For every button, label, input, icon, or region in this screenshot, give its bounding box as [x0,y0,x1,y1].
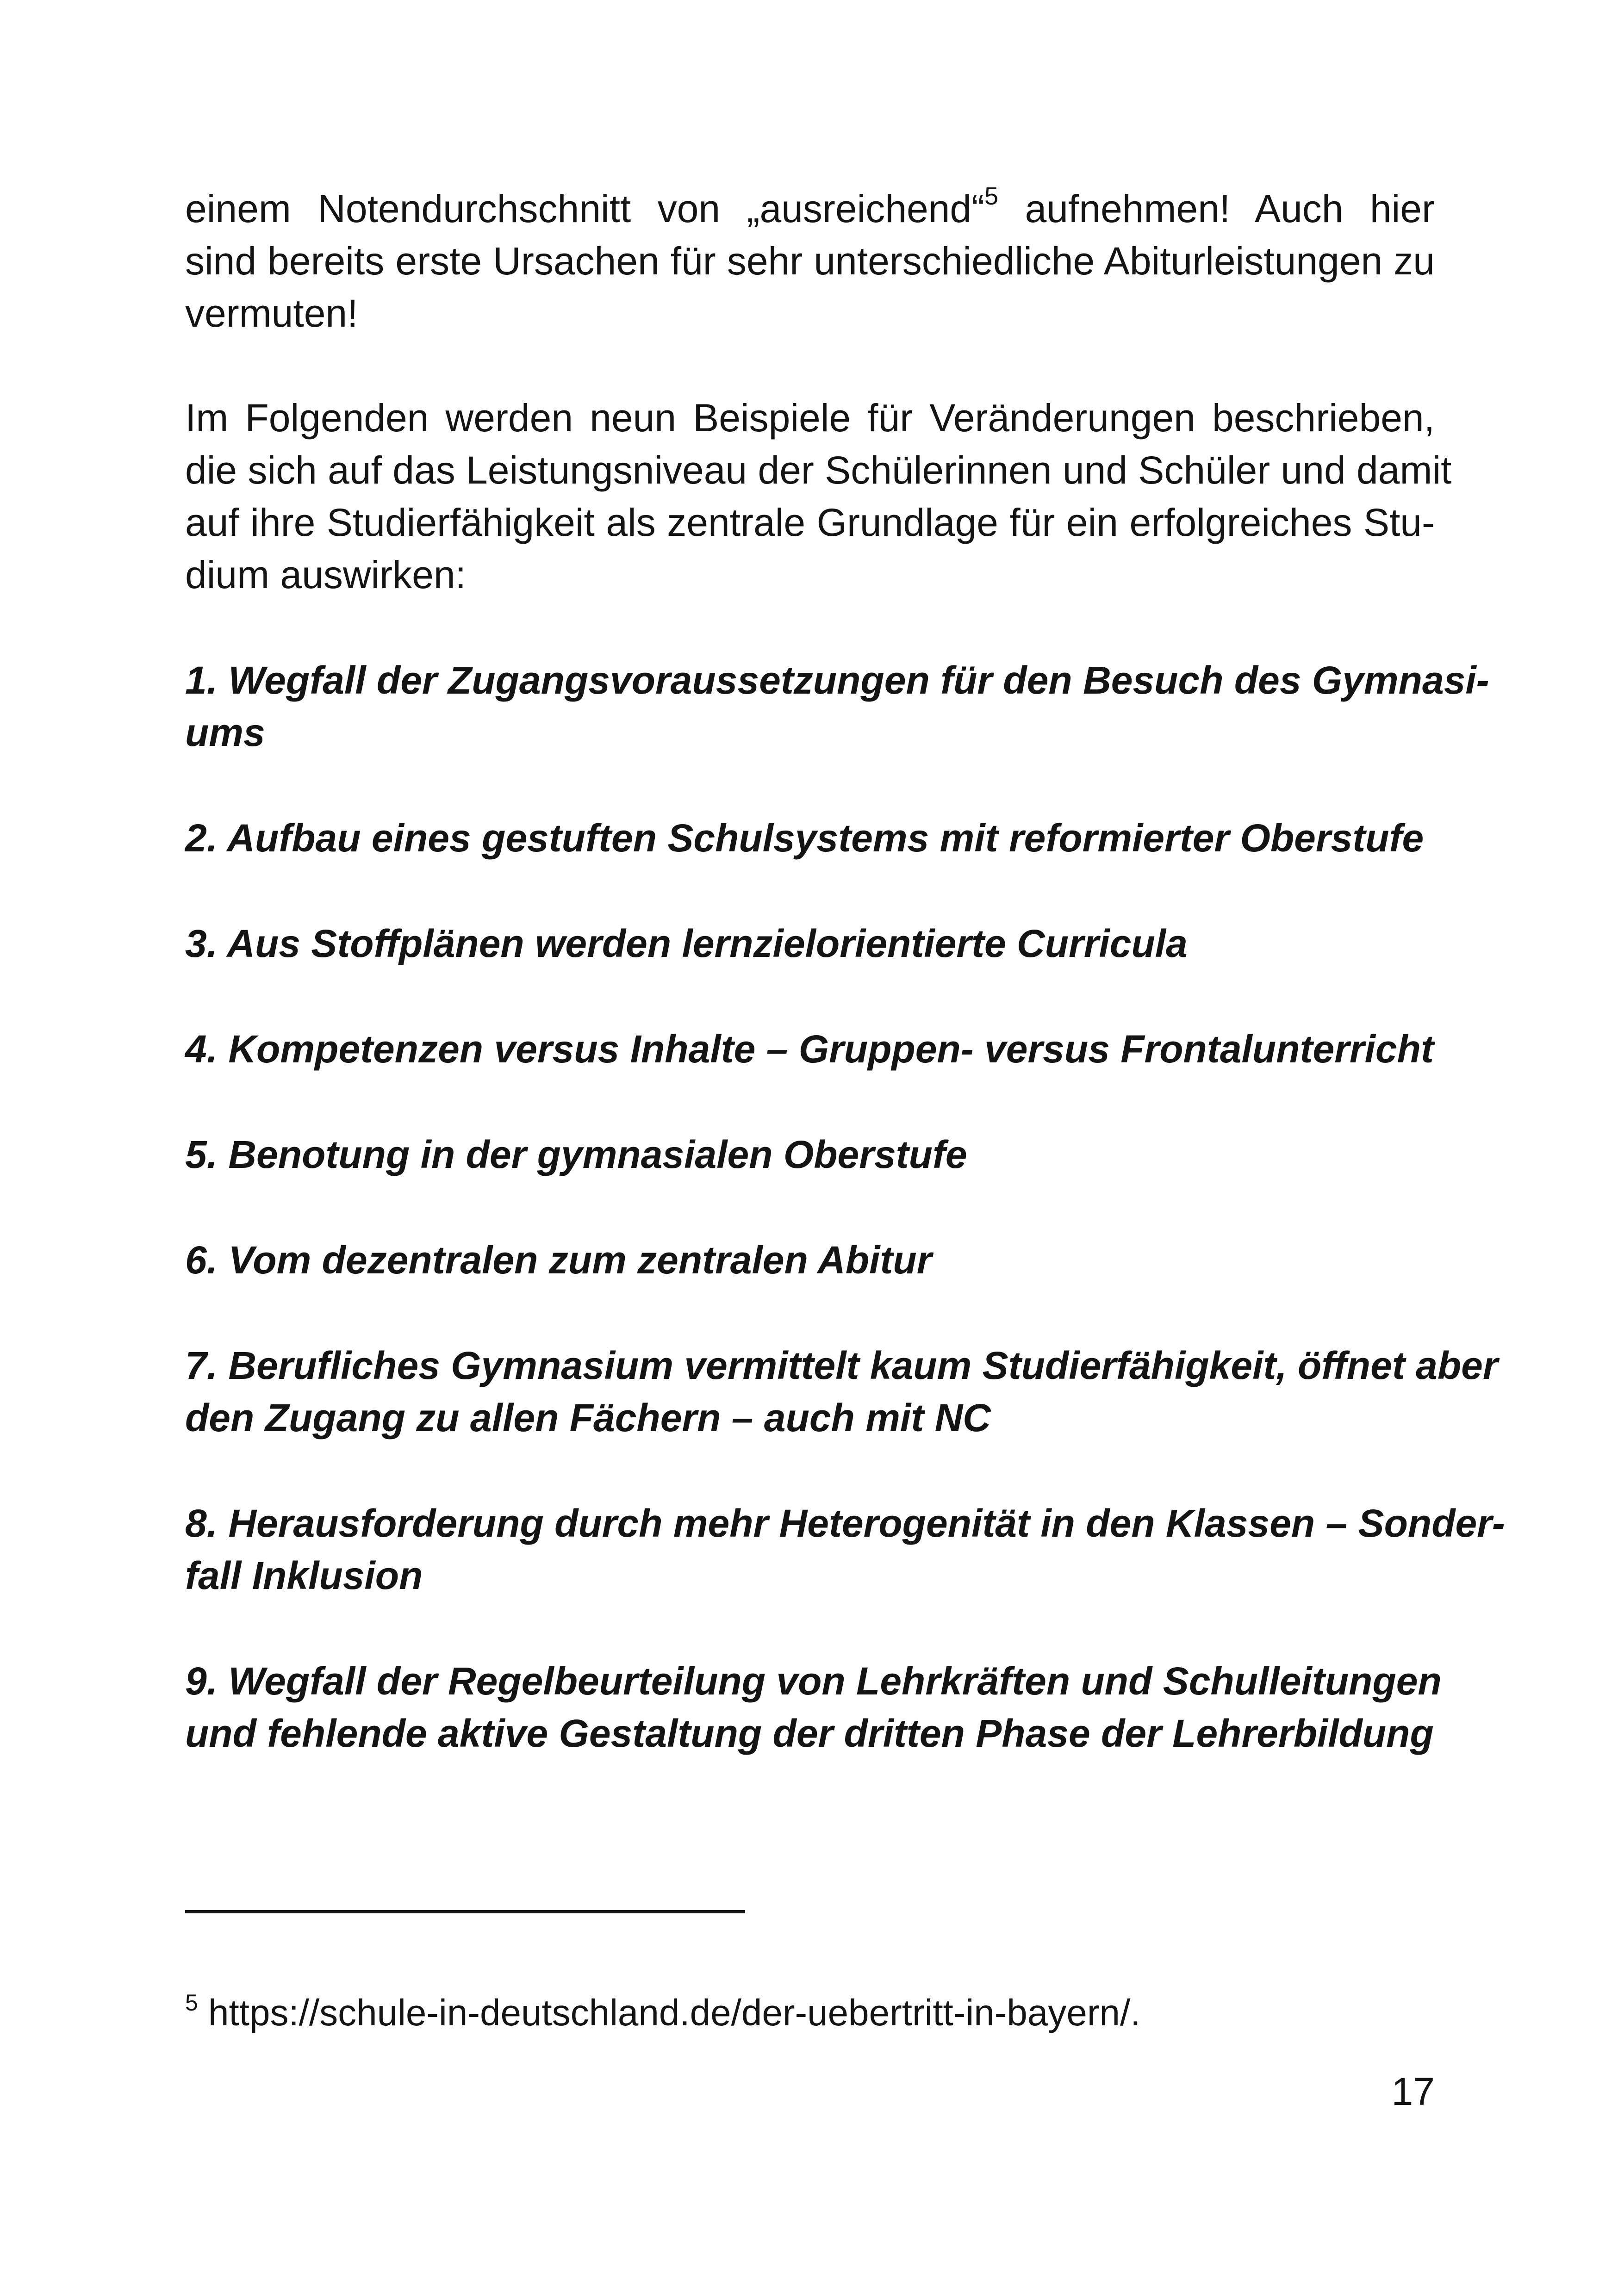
heading-line: und fehlende aktive Gestaltung der dritten Phase der Lehrerbildung [185,1712,1434,1755]
list-item-8 [185,1497,1505,1602]
paragraph-line: sind bereits erste Ursachen für sehr unterschiedliche Abiturleistungen zu [185,239,1435,283]
page-number: 17 [1391,2070,1435,2113]
paragraph-line: dium auswirken: [185,553,466,596]
list-item-5 [185,1129,1435,1181]
text-segment: aufnehmen! Auch hier [998,187,1435,230]
heading-line: 9. Wegfall der Regelbeurteilung von Lehrkräften und Schulleitungen [185,1659,1442,1703]
heading-line: fall Inklusion [185,1554,423,1597]
heading-line: 8. Herausforderung durch mehr Heterogenität in den Klassen – Sonder- [185,1502,1505,1545]
footnote-separator [185,1910,745,1913]
paragraph-line: vermuten! [185,292,358,335]
footnote [185,1990,1140,2036]
list-item-1 [185,654,1489,759]
footnote-link[interactable]: https://schule-in-deutschland.de/der-uebertritt-in-bayern/. [198,1992,1141,2033]
heading-line: 6. Vom dezentralen zum zentralen Abitur [185,1238,932,1282]
intro-paragraph [185,183,1435,340]
list-item-6 [185,1234,1435,1286]
heading-line: 1. Wegfall der Zugangsvoraussetzungen für den Besuch des Gymnasi- [185,658,1489,702]
page-body [185,182,1505,1760]
heading-line: 5. Benotung in der gymnasialen Oberstufe [185,1133,967,1176]
footnote-number: 5 [185,1990,198,2016]
list-item-4 [185,1023,1435,1075]
paragraph-line: auf ihre Studierfähigkeit als zentrale Grundlage für ein erfolgreiches Stu- [185,501,1435,544]
heading-line: 7. Berufliches Gymnasium vermittelt kaum Studierfähigkeit, öffnet aber [185,1344,1498,1387]
footnote-reference[interactable]: 5 [984,182,999,210]
paragraph-line [185,183,1435,235]
heading-line: 4. Kompetenzen versus Inhalte – Gruppen- versus Frontalunterricht [185,1027,1434,1071]
list-item-2 [185,812,1435,864]
heading-line: ums [185,711,265,754]
heading-line: den Zugang zu allen Fächern – auch mit NC [185,1396,991,1440]
text-segment: einem Notendurchschnitt von „ausreichend“ [185,187,985,230]
paragraph-line: die sich auf das Leistungsniveau der Schülerinnen und Schüler und damit [185,448,1452,492]
heading-line: 3. Aus Stoffplänen werden lernzielorientierte Curricula [185,922,1188,965]
list-item-7 [185,1340,1498,1444]
list-item-3 [185,918,1435,970]
heading-line: 2. Aufbau eines gestuften Schulsystems mit reformierter Oberstufe [185,816,1424,860]
list-item-9 [185,1655,1442,1760]
paragraph-line: Im Folgenden werden neun Beispiele für Veränderungen beschrieben, [185,396,1435,440]
overview-paragraph [185,392,1452,601]
